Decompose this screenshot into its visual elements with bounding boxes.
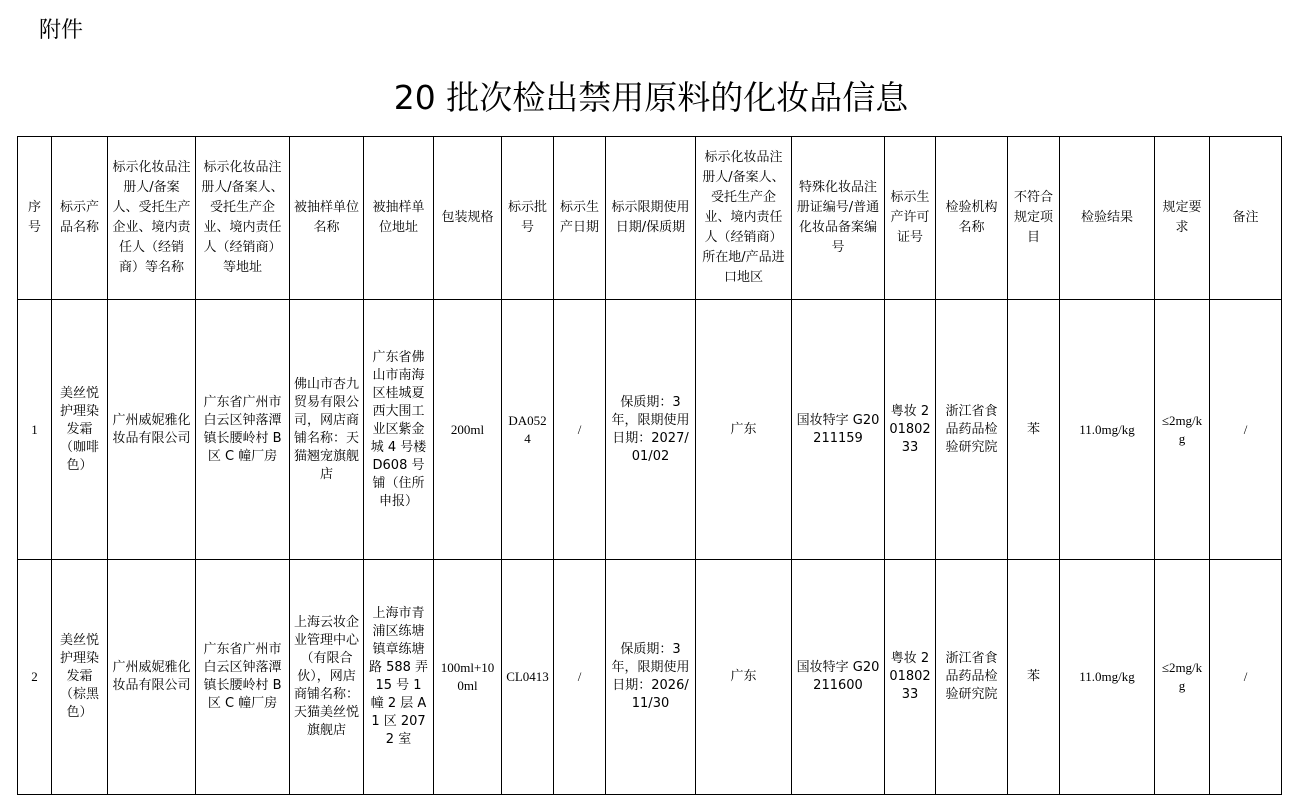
header-cell: 标示生产许可证号 [885, 137, 936, 300]
header-cell: 标示化妆品注册人/备案人、受托生产企业、境内责任人（经销商）等名称 [108, 137, 196, 300]
header-cell: 特殊化妆品注册证编号/普通化妆品备案编号 [792, 137, 885, 300]
batch-number: DA0524 [502, 300, 554, 560]
production-date: / [554, 300, 606, 560]
production-date: / [554, 560, 606, 795]
sampled-unit-name: 上海云妆企业管理中心（有限合伙），网店商铺名称：天猫美丝悦旗舰店 [290, 560, 364, 795]
header-cell: 标示限期使用日期/保质期 [606, 137, 696, 300]
header-cell: 标示生产日期 [554, 137, 606, 300]
origin-region: 广东 [696, 560, 792, 795]
cosmetics-table [17, 136, 1282, 795]
registrant-address: 广东省广州市白云区钟落潭镇长腰岭村 B 区 C 幢厂房 [196, 300, 290, 560]
requirement: ≤2mg/kg [1155, 560, 1210, 795]
header-cell: 包装规格 [434, 137, 502, 300]
nonconforming-item: 苯 [1008, 560, 1060, 795]
row-number: 1 [18, 300, 52, 560]
requirement: ≤2mg/kg [1155, 300, 1210, 560]
registration-number: 国妆特字 G20211600 [792, 560, 885, 795]
expiry-info: 保质期：3 年，限期使用日期：2026/11/30 [606, 560, 696, 795]
test-result: 11.0mg/kg [1060, 300, 1155, 560]
header-cell: 不符合规定项目 [1008, 137, 1060, 300]
page-title: 20 批次检出禁用原料的化妆品信息 [393, 78, 909, 117]
package-spec: 200ml [434, 300, 502, 560]
registrant-address: 广东省广州市白云区钟落潭镇长腰岭村 B 区 C 幢厂房 [196, 560, 290, 795]
table-row [18, 300, 1282, 560]
nonconforming-item: 苯 [1008, 300, 1060, 560]
header-cell: 标示化妆品注册人/备案人、受托生产企业、境内责任人（经销商）等地址 [196, 137, 290, 300]
product-name: 美丝悦护理染发霜（棕黑色） [52, 560, 108, 795]
header-cell: 标示批号 [502, 137, 554, 300]
attachment-label: 附件 [39, 18, 84, 43]
header-cell: 标示产品名称 [52, 137, 108, 300]
registration-number: 国妆特字 G20211159 [792, 300, 885, 560]
header-cell: 检验机构名称 [936, 137, 1008, 300]
batch-number: CL0413 [502, 560, 554, 795]
table-header-row [18, 137, 1282, 300]
table-row [18, 560, 1282, 795]
header-cell: 被抽样单位名称 [290, 137, 364, 300]
license-number: 粤妆 20180233 [885, 300, 936, 560]
inspection-institution: 浙江省食品药品检验研究院 [936, 300, 1008, 560]
test-result: 11.0mg/kg [1060, 560, 1155, 795]
sampled-unit-address: 广东省佛山市南海区桂城夏西大围工业区紫金城 4 号楼 D608 号铺（住所申报） [364, 300, 434, 560]
header-cell: 检验结果 [1060, 137, 1155, 300]
remark: / [1210, 560, 1282, 795]
inspection-institution: 浙江省食品药品检验研究院 [936, 560, 1008, 795]
header-cell: 标示化妆品注册人/备案人、受托生产企业、境内责任人（经销商）所在地/产品进口地区 [696, 137, 792, 300]
remark: / [1210, 300, 1282, 560]
package-spec: 100ml+100ml [434, 560, 502, 795]
license-number: 粤妆 20180233 [885, 560, 936, 795]
registrant-name: 广州威妮雅化妆品有限公司 [108, 560, 196, 795]
sampled-unit-name: 佛山市杏九贸易有限公司，网店商铺名称：天猫翘宠旗舰店 [290, 300, 364, 560]
header-cell: 序号 [18, 137, 52, 300]
header-cell: 被抽样单位地址 [364, 137, 434, 300]
registrant-name: 广州威妮雅化妆品有限公司 [108, 300, 196, 560]
row-number: 2 [18, 560, 52, 795]
header-cell: 备注 [1210, 137, 1282, 300]
sampled-unit-address: 上海市青浦区练塘镇章练塘路 588 弄 15 号 1 幢 2 层 A1 区 2072 室 [364, 560, 434, 795]
product-name: 美丝悦护理染发霜（咖啡色） [52, 300, 108, 560]
header-cell: 规定要求 [1155, 137, 1210, 300]
expiry-info: 保质期：3 年，限期使用日期：2027/01/02 [606, 300, 696, 560]
origin-region: 广东 [696, 300, 792, 560]
